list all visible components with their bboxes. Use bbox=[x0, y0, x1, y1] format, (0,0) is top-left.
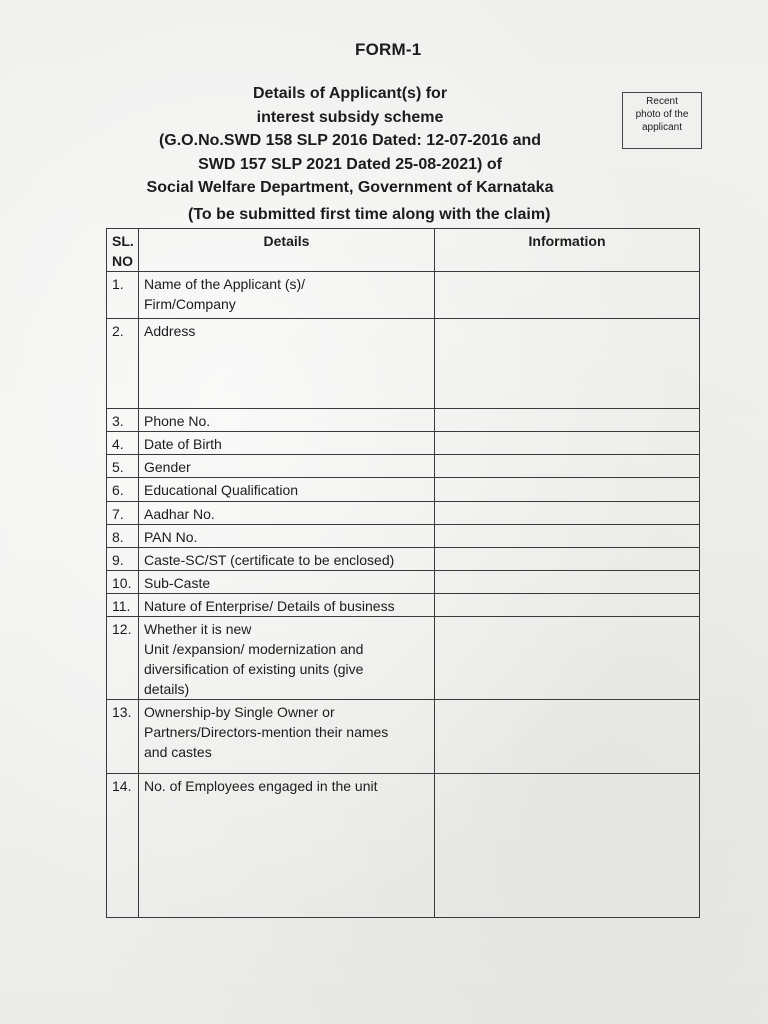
row-details-line: Firm/Company bbox=[144, 296, 236, 312]
row-details-line: Aadhar No. bbox=[144, 506, 215, 522]
row-details bbox=[139, 774, 435, 918]
row-details-line: details) bbox=[144, 681, 190, 697]
row-sl-number: 13. bbox=[107, 700, 139, 774]
table-row bbox=[107, 617, 700, 700]
row-details bbox=[139, 502, 435, 525]
row-details bbox=[139, 409, 435, 432]
table-row bbox=[107, 455, 700, 478]
table-body bbox=[107, 272, 700, 918]
table-row bbox=[107, 571, 700, 594]
form-subtitle: (To be submitted first time along with the claim) bbox=[188, 206, 551, 223]
row-information-cell[interactable] bbox=[435, 455, 700, 478]
header-details: Details bbox=[139, 229, 435, 272]
row-details-line: Address bbox=[144, 323, 196, 339]
row-details bbox=[139, 571, 435, 594]
header-sl-line: SL. bbox=[112, 233, 134, 249]
row-details-line: No. of Employees engaged in the unit bbox=[144, 778, 378, 794]
row-information-cell[interactable] bbox=[435, 548, 700, 571]
row-information-cell[interactable] bbox=[435, 319, 700, 409]
form-number: FORM-1 bbox=[355, 40, 422, 59]
photo-box bbox=[622, 92, 702, 149]
row-information-cell[interactable] bbox=[435, 272, 700, 319]
table-row bbox=[107, 502, 700, 525]
row-details bbox=[139, 455, 435, 478]
row-details bbox=[139, 548, 435, 571]
form-title bbox=[100, 82, 600, 200]
row-details bbox=[139, 319, 435, 409]
row-details-line: and castes bbox=[144, 744, 212, 760]
row-details-line: PAN No. bbox=[144, 529, 198, 545]
header-sl-line: NO bbox=[112, 253, 133, 269]
row-details-line: Sub-Caste bbox=[144, 575, 211, 591]
row-sl-number: 3. bbox=[107, 409, 139, 432]
table-row bbox=[107, 548, 700, 571]
row-details-line: Whether it is new bbox=[144, 621, 252, 637]
row-details-line: Unit /expansion/ modernization and bbox=[144, 641, 364, 657]
title-line: interest subsidy scheme bbox=[256, 108, 444, 126]
row-details-line: Educational Qualification bbox=[144, 482, 299, 498]
row-sl-number: 8. bbox=[107, 525, 139, 548]
row-sl-number: 2. bbox=[107, 319, 139, 409]
row-details-line: Name of the Applicant (s)/ bbox=[144, 276, 306, 292]
row-sl-number: 10. bbox=[107, 571, 139, 594]
row-information-cell[interactable] bbox=[435, 617, 700, 700]
title-line: Social Welfare Department, Government of Karnataka bbox=[146, 179, 554, 196]
table-row bbox=[107, 594, 700, 617]
photo-box-line: applicant bbox=[641, 122, 683, 133]
row-sl-number: 5. bbox=[107, 455, 139, 478]
header-information: Information bbox=[435, 229, 700, 272]
row-details-line: Ownership-by Single Owner or bbox=[144, 704, 335, 720]
row-sl-number: 9. bbox=[107, 548, 139, 571]
row-details bbox=[139, 700, 435, 774]
details-table bbox=[106, 228, 700, 918]
table-row bbox=[107, 700, 700, 774]
row-details-line: Partners/Directors-mention their names bbox=[144, 724, 389, 740]
row-details bbox=[139, 594, 435, 617]
row-information-cell[interactable] bbox=[435, 571, 700, 594]
row-sl-number: 14. bbox=[107, 774, 139, 918]
row-details bbox=[139, 272, 435, 319]
photo-box-line: Recent bbox=[646, 96, 678, 107]
row-details bbox=[139, 525, 435, 548]
title-line: (G.O.No.SWD 158 SLP 2016 Dated: 12-07-2016 and bbox=[158, 132, 542, 149]
row-details bbox=[139, 478, 435, 502]
title-line: Details of Applicant(s) for bbox=[252, 85, 448, 102]
row-sl-number: 1. bbox=[107, 272, 139, 319]
table-row bbox=[107, 409, 700, 432]
header-sl bbox=[107, 229, 139, 272]
title-line: SWD 157 SLP 2021 Dated 25-08-2021) of bbox=[198, 155, 502, 173]
row-sl-number: 6. bbox=[107, 478, 139, 502]
table-row bbox=[107, 432, 700, 455]
photo-box-line: photo of the bbox=[635, 109, 689, 120]
row-details-line: Date of Birth bbox=[144, 436, 222, 452]
row-details-line: Gender bbox=[144, 459, 191, 475]
row-details-line: Nature of Enterprise/ Details of business bbox=[144, 598, 395, 614]
table-row bbox=[107, 774, 700, 918]
row-information-cell[interactable] bbox=[435, 502, 700, 525]
row-sl-number: 4. bbox=[107, 432, 139, 455]
table-row bbox=[107, 525, 700, 548]
row-information-cell[interactable] bbox=[435, 525, 700, 548]
row-details bbox=[139, 617, 435, 700]
row-information-cell[interactable] bbox=[435, 432, 700, 455]
row-information-cell[interactable] bbox=[435, 700, 700, 774]
table-header-row bbox=[107, 229, 700, 272]
row-information-cell[interactable] bbox=[435, 594, 700, 617]
table-row bbox=[107, 319, 700, 409]
row-sl-number: 7. bbox=[107, 502, 139, 525]
row-information-cell[interactable] bbox=[435, 774, 700, 918]
row-information-cell[interactable] bbox=[435, 409, 700, 432]
row-sl-number: 12. bbox=[107, 617, 139, 700]
row-details-line: diversification of existing units (give bbox=[144, 661, 364, 677]
row-details-line: Caste-SC/ST (certificate to be enclosed) bbox=[144, 552, 395, 568]
table-row bbox=[107, 478, 700, 502]
row-sl-number: 11. bbox=[107, 594, 139, 617]
row-details bbox=[139, 432, 435, 455]
row-details-line: Phone No. bbox=[144, 413, 211, 429]
table-row bbox=[107, 272, 700, 319]
row-information-cell[interactable] bbox=[435, 478, 700, 502]
